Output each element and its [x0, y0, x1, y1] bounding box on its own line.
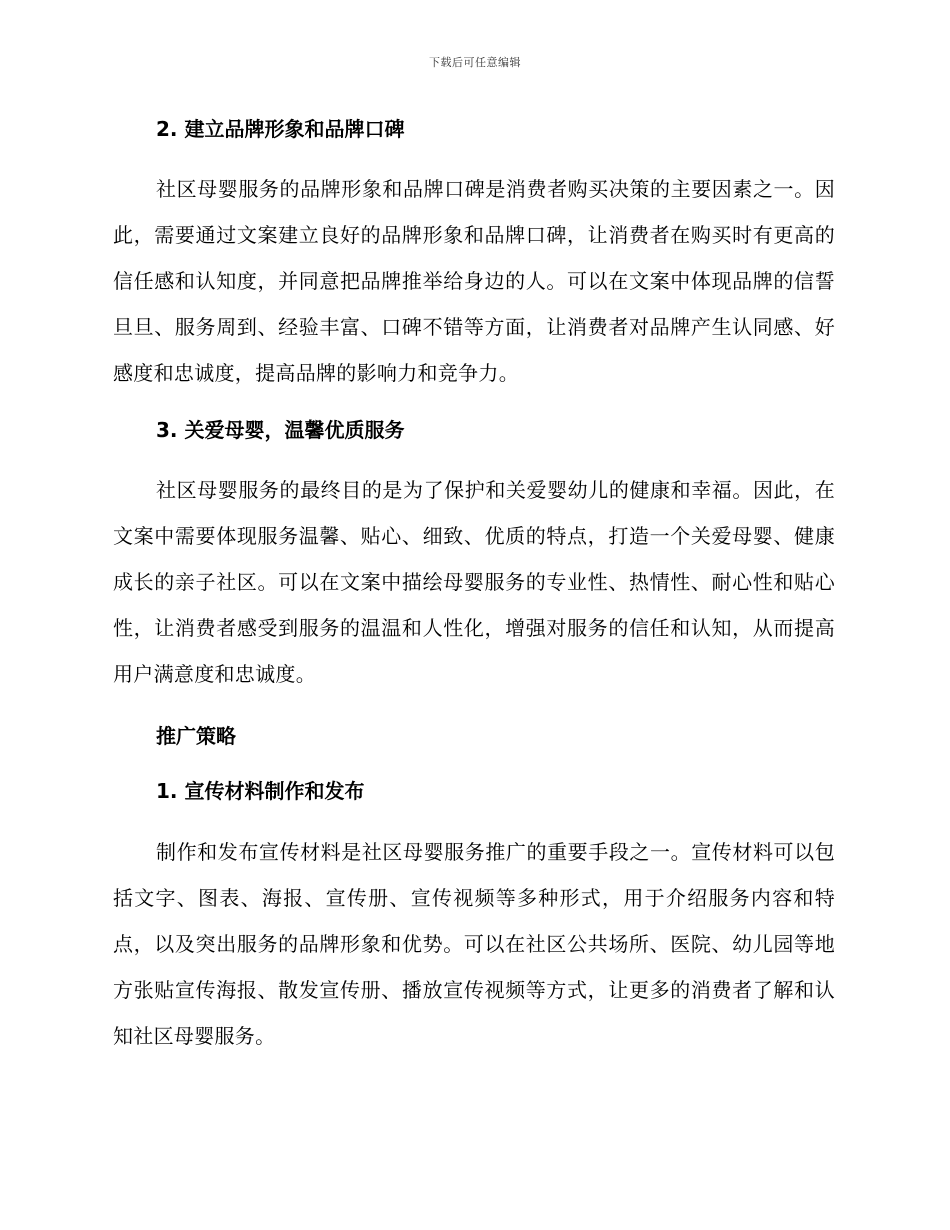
section-heading-strategy: 推广策略	[156, 724, 236, 748]
header-note: 下载后可任意编辑	[429, 56, 521, 69]
section-heading-materials: 1. 宣传材料制作和发布	[156, 779, 365, 803]
section-heading-care: 3. 关爱母婴，温馨优质服务	[156, 418, 405, 442]
paragraph-care: 社区母婴服务的最终目的是为了保护和关爱婴幼儿的健康和幸福。因此，在文案中需要体现服务温馨、贴心、细致、优质的特点，打造一个关爱母婴、健康成长的亲子社区。可以在文案中描绘母婴服务的专业性、热情性、耐心性和贴心性，让消费者感受到服务的温温和人性化，增强对服务的信任和认知，从而提高用户满意度和忠诚度。	[113, 478, 835, 686]
paragraph-materials: 制作和发布宣传材料是社区母婴服务推广的重要手段之一。宣传材料可以包括文字、图表、海报、宣传册、宣传视频等多种形式，用于介绍服务内容和特点，以及突出服务的品牌形象和优势。可以在社区公共场所、医院、幼儿园等地方张贴宣传海报、散发宣传册、播放宣传视频等方式，让更多的消费者了解和认知社区母婴服务。	[113, 840, 835, 1048]
document-body	[113, 112, 835, 1059]
section-heading-brand: 2. 建立品牌形象和品牌口碑	[156, 117, 405, 141]
paragraph-brand: 社区母婴服务的品牌形象和品牌口碑是消费者购买决策的主要因素之一。因此，需要通过文案建立良好的品牌形象和品牌口碑，让消费者在购买时有更高的信任感和认知度，并同意把品牌推举给身边的人。可以在文案中体现品牌的信誓旦旦、服务周到、经验丰富、口碑不错等方面，让消费者对品牌产生认同感、好感度和忠诚度，提高品牌的影响力和竞争力。	[113, 177, 835, 385]
